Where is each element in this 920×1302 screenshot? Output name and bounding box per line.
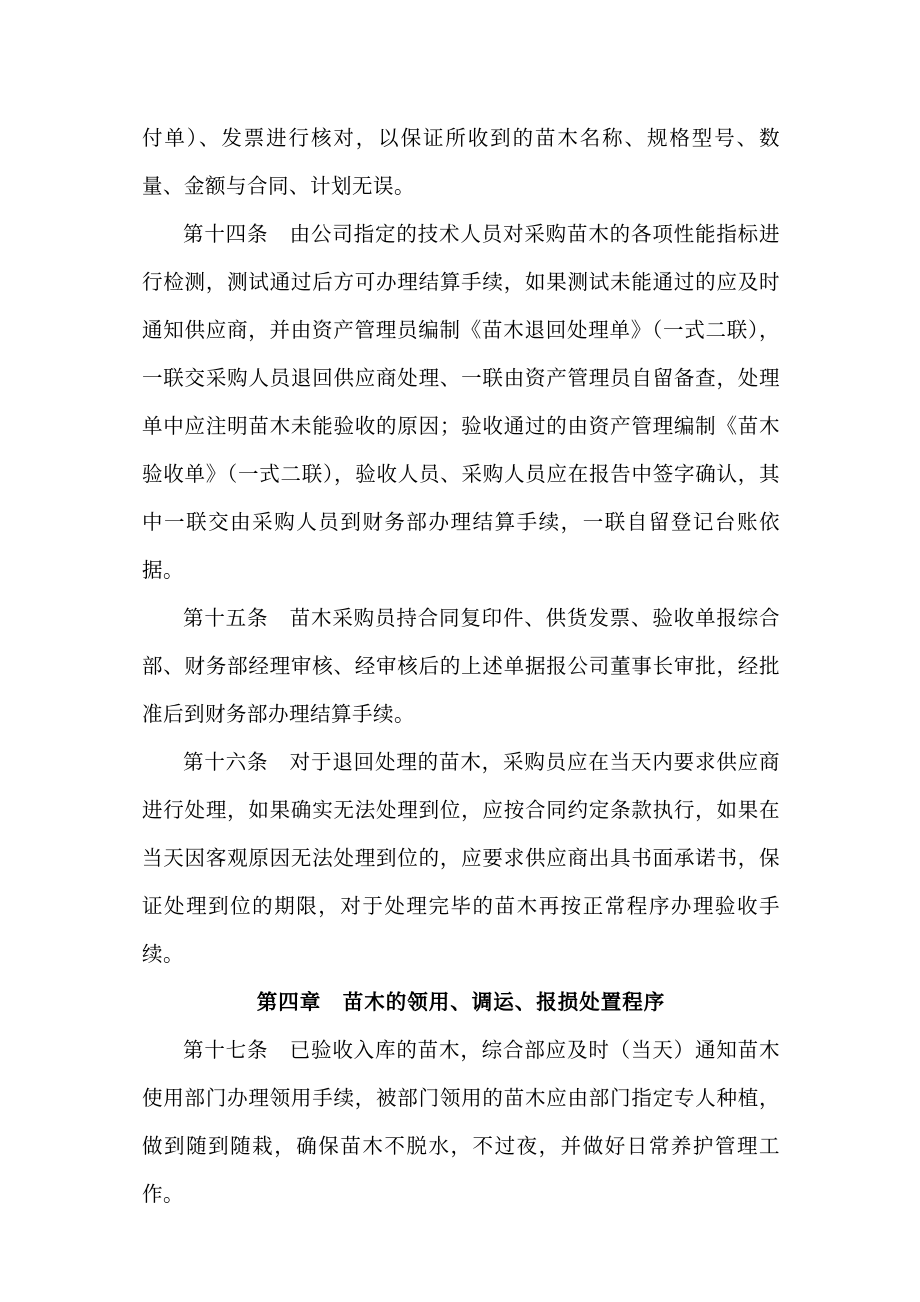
chapter-heading: 第四章 苗木的领用、调运、报损处置程序 — [256, 990, 666, 1014]
paragraph-continuation: 付单）、发票进行核对，以保证所收到的苗木名称、规格型号、数量、金额与合同、计划无误。 — [142, 126, 780, 198]
document-body — [142, 114, 780, 1218]
article-16-paragraph: 第十六条 对于退回处理的苗木，采购员应在当天内要求供应商进行处理，如果确实无法处理到位，应按合同约定条款执行，如果在当天因客观原因无法处理到位的，应要求供应商出具书面承诺书，保证处理到位的期限，对于处理完毕的苗木再按正常程序办理验收手续。 — [142, 750, 780, 966]
article-15-paragraph: 第十五条 苗木采购员持合同复印件、供货发票、验收单报综合部、财务部经理审核、经审核后的上述单据报公司董事长审批，经批准后到财务部办理结算手续。 — [142, 606, 780, 726]
article-14-paragraph: 第十四条 由公司指定的技术人员对采购苗木的各项性能指标进行检测，测试通过后方可办理结算手续，如果测试未能通过的应及时通知供应商，并由资产管理员编制《苗木退回处理单》（一式二联），一联交采购人员退回供应商处理、一联由资产管理员自留备查，处理单中应注明苗木未能验收的原因；验收通过的由资产管理编制《苗木验收单》（一式二联），验收人员、采购人员应在报告中签字确认，其中一联交由采购人员到财务部办理结算手续，一联自留登记台账依据。 — [142, 222, 780, 582]
article-17-paragraph: 第十七条 已验收入库的苗木，综合部应及时（当天）通知苗木使用部门办理领用手续，被部门领用的苗木应由部门指定专人种植，做到随到随栽，确保苗木不脱水，不过夜，并做好日常养护管理工作。 — [142, 1038, 780, 1206]
